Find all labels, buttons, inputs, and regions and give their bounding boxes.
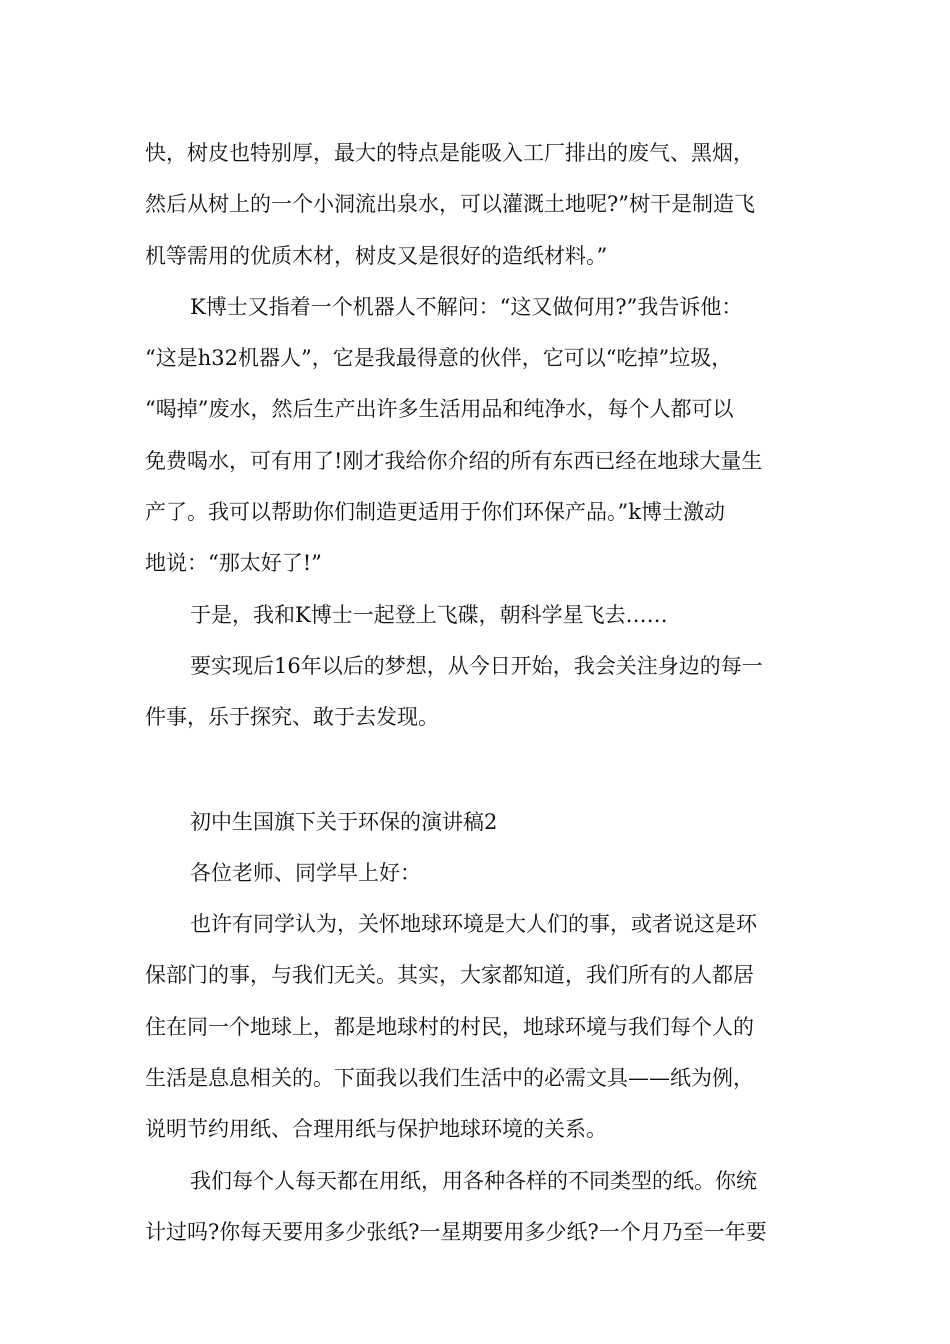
paragraph-line: 生活是息息相关的。下面我以我们生活中的必需文具——纸为例， <box>145 1066 754 1091</box>
paragraph-line: 说明节约用纸、合理用纸与保护地球环境的关系。 <box>145 1117 607 1142</box>
paragraph-line: 计过吗?你每天要用多少张纸?一星期要用多少纸?一个月乃至一年要 <box>145 1219 767 1244</box>
paragraph-line: 我们每个人每天都在用纸，用各种各样的不同类型的纸。你统 <box>190 1168 757 1193</box>
paragraph-line: K博士又指着一个机器人不解问：“这又做何用?”我告诉他： <box>190 294 743 319</box>
paragraph-line: “这是h32机器人”，它是我最得意的伙伴，它可以“吃掉”垃圾， <box>145 346 733 371</box>
salutation-line: 各位老师、同学早上好： <box>190 860 421 885</box>
paragraph-line: 要实现后16年以后的梦想，从今日开始，我会关注身边的每一 <box>190 653 763 678</box>
paragraph-line: 件事，乐于探究、敢于去发现。 <box>145 705 439 730</box>
paragraph-line: 产了。我可以帮助你们制造更适用于你们环保产品。”k博士激动 <box>145 500 725 525</box>
section-gap <box>145 744 820 797</box>
paragraph-line: 然后从树上的一个小洞流出泉水，可以灌溉土地呢?”树干是制造飞 <box>145 192 755 217</box>
paragraph-line: 地说：“那太好了!” <box>145 551 322 576</box>
paragraph-line: 保部门的事，与我们无关。其实，大家都知道，我们所有的人都居 <box>145 963 754 988</box>
paragraph-line: 住在同一个地球上，都是地球村的村民，地球环境与我们每个人的 <box>145 1014 754 1039</box>
paragraph-line: 于是，我和K博士一起登上飞碟，朝科学星飞去…… <box>190 602 668 627</box>
paragraph-line: 也许有同学认为，关怀地球环境是大人们的事，或者说这是环 <box>190 912 757 937</box>
paragraph-line: “喝掉”废水，然后生产出许多生活用品和纯净水，每个人都可以 <box>145 397 734 422</box>
paragraph-line: 快，树皮也特别厚，最大的特点是能吸入工厂排出的废气、黑烟， <box>145 141 754 165</box>
document-body <box>145 128 820 1258</box>
paragraph-line: 免费喝水，可有用了!刚才我给你介绍的所有东西已经在地球大量生 <box>145 448 763 473</box>
paragraph-line: 机等需用的优质木材，树皮又是很好的造纸材料。” <box>145 243 608 268</box>
section-title: 初中生国旗下关于环保的演讲稿2 <box>190 809 498 834</box>
